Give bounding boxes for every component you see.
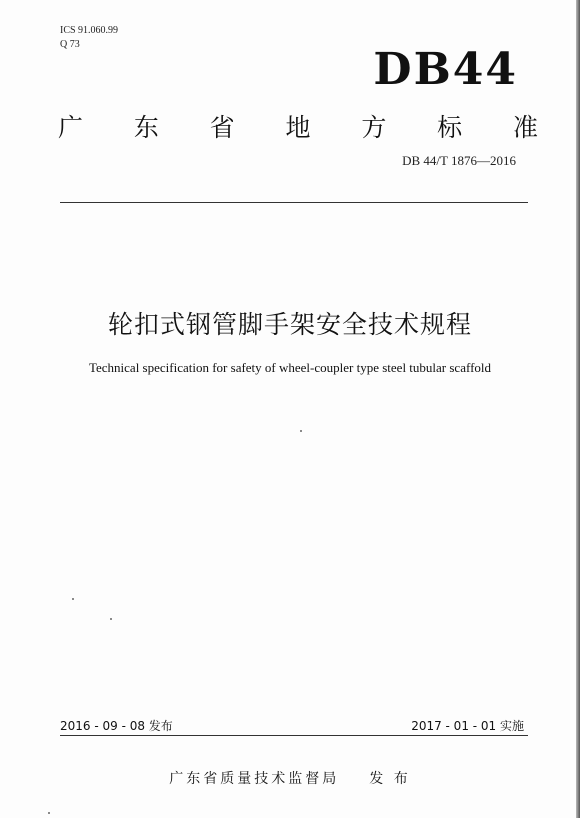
footer-divider [60,735,528,736]
issue-date: 2016 - 09 - 08 发布 [60,719,173,733]
effective-date: 2017 - 01 - 01 实施 [411,719,524,733]
class-code: Q 73 [60,39,80,50]
scan-speck [300,430,302,432]
standard-mark: DB44 [373,44,518,95]
standard-number: DB 44/T 1876—2016 [402,153,516,168]
scan-speck [72,598,74,600]
standard-type-char: 东 [133,113,159,142]
chinese-title: 轮扣式钢管脚手架安全技术规程 [107,310,472,339]
classification-codes [60,24,118,52]
english-title: Technical specification for safety of wheel-coupler type steel tubular scaffold [88,360,492,375]
standard-type-heading [58,108,538,144]
standard-type-char: 广 [58,113,84,142]
scan-edge-shadow [576,0,580,818]
header-divider [60,202,528,203]
standard-type-char: 方 [361,113,387,142]
ics-code: ICS 91.060.99 [60,25,119,36]
issuer-line [0,768,580,788]
standard-type-char: 准 [512,113,538,142]
scan-speck [48,812,50,814]
scan-speck [110,618,112,620]
standard-type-char: 标 [437,113,463,142]
issuer-name: 广东省质量技术监督局 [169,771,340,787]
standard-type-char: 省 [209,113,235,142]
issuer-action: 发 布 [369,771,411,787]
standard-type-char: 地 [285,113,311,142]
